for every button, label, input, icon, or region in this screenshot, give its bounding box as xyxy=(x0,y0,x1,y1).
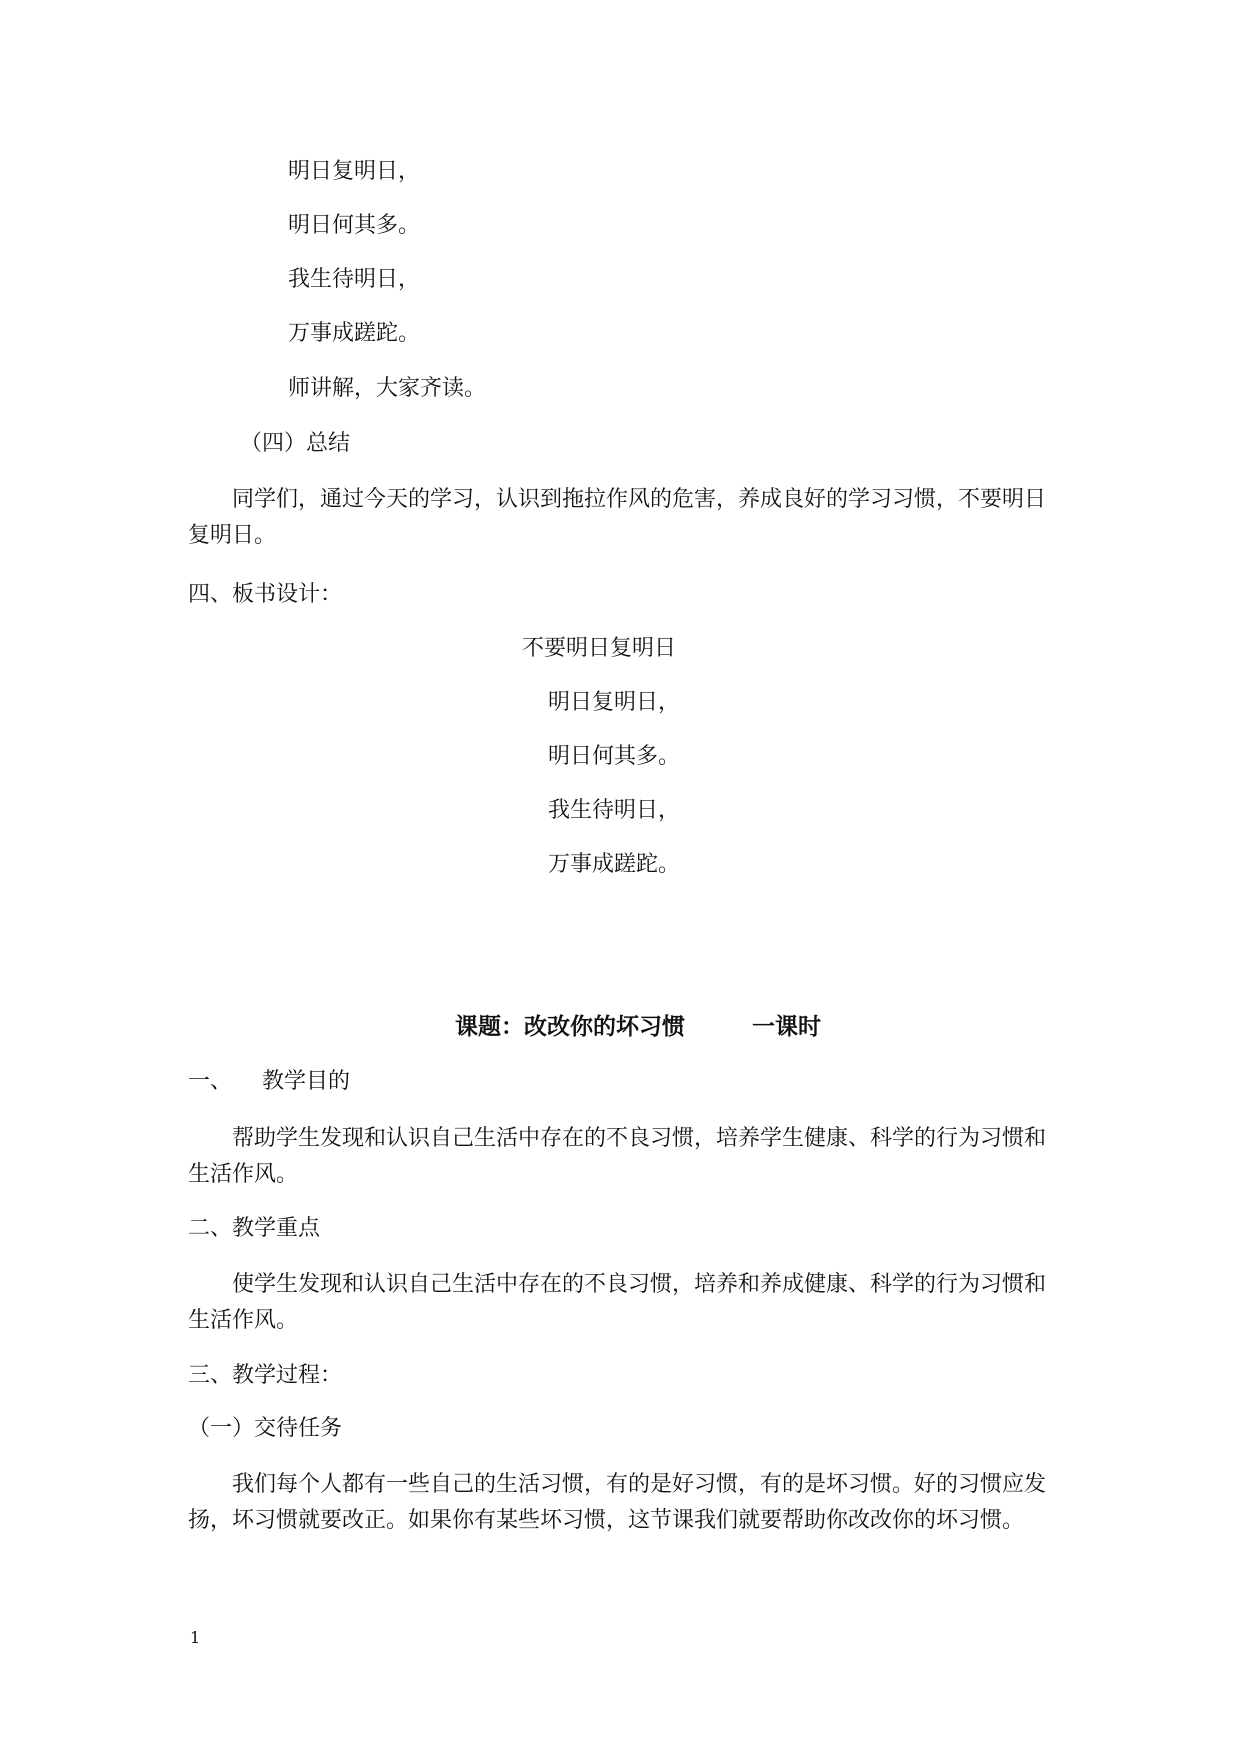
summary-paragraph: 同学们，通过今天的学习，认识到拖拉作风的危害，养成良好的学习习惯，不要明日复明日。 xyxy=(188,487,1047,548)
goal-heading: 教学目的 xyxy=(262,1069,351,1094)
board-title: 不要明日复明日 xyxy=(522,636,677,661)
lesson-title: 课题：改改你的坏习惯 xyxy=(455,1013,685,1040)
goal-paragraph: 帮助学生发现和认识自己生活中存在的不良习惯，培养学生健康、科学的行为习惯和生活作风。 xyxy=(188,1126,1047,1187)
focus-paragraph: 使学生发现和认识自己生活中存在的不良习惯，培养和养成健康、科学的行为习惯和生活作风。 xyxy=(188,1272,1047,1333)
board-line-1: 明日复明日， xyxy=(548,690,681,715)
lesson-period: 一课时 xyxy=(752,1013,821,1040)
teacher-note: 师讲解，大家齐读。 xyxy=(288,376,487,401)
page-number: 1 xyxy=(190,1628,201,1647)
board-line-2: 明日何其多。 xyxy=(548,744,681,769)
process-heading: 三、教学过程： xyxy=(188,1363,343,1388)
poem-line-3: 我生待明日， xyxy=(288,267,421,292)
poem-line-2: 明日何其多。 xyxy=(288,213,421,238)
task-heading: （一）交待任务 xyxy=(188,1416,343,1441)
board-line-4: 万事成蹉跎。 xyxy=(548,852,681,877)
poem-line-4: 万事成蹉跎。 xyxy=(288,321,421,346)
summary-heading: （四）总结 xyxy=(240,431,351,456)
board-line-3: 我生待明日， xyxy=(548,798,681,823)
goal-heading-number: 一、 xyxy=(188,1069,233,1094)
focus-heading: 二、教学重点 xyxy=(188,1216,321,1241)
task-paragraph: 我们每个人都有一些自己的生活习惯，有的是好习惯，有的是坏习惯。好的习惯应发扬，坏习惯就要改正。如果你有某些坏习惯，这节课我们就要帮助你改改你的坏习惯。 xyxy=(188,1472,1047,1533)
board-heading: 四、板书设计： xyxy=(188,582,343,607)
poem-line-1: 明日复明日， xyxy=(288,159,421,184)
